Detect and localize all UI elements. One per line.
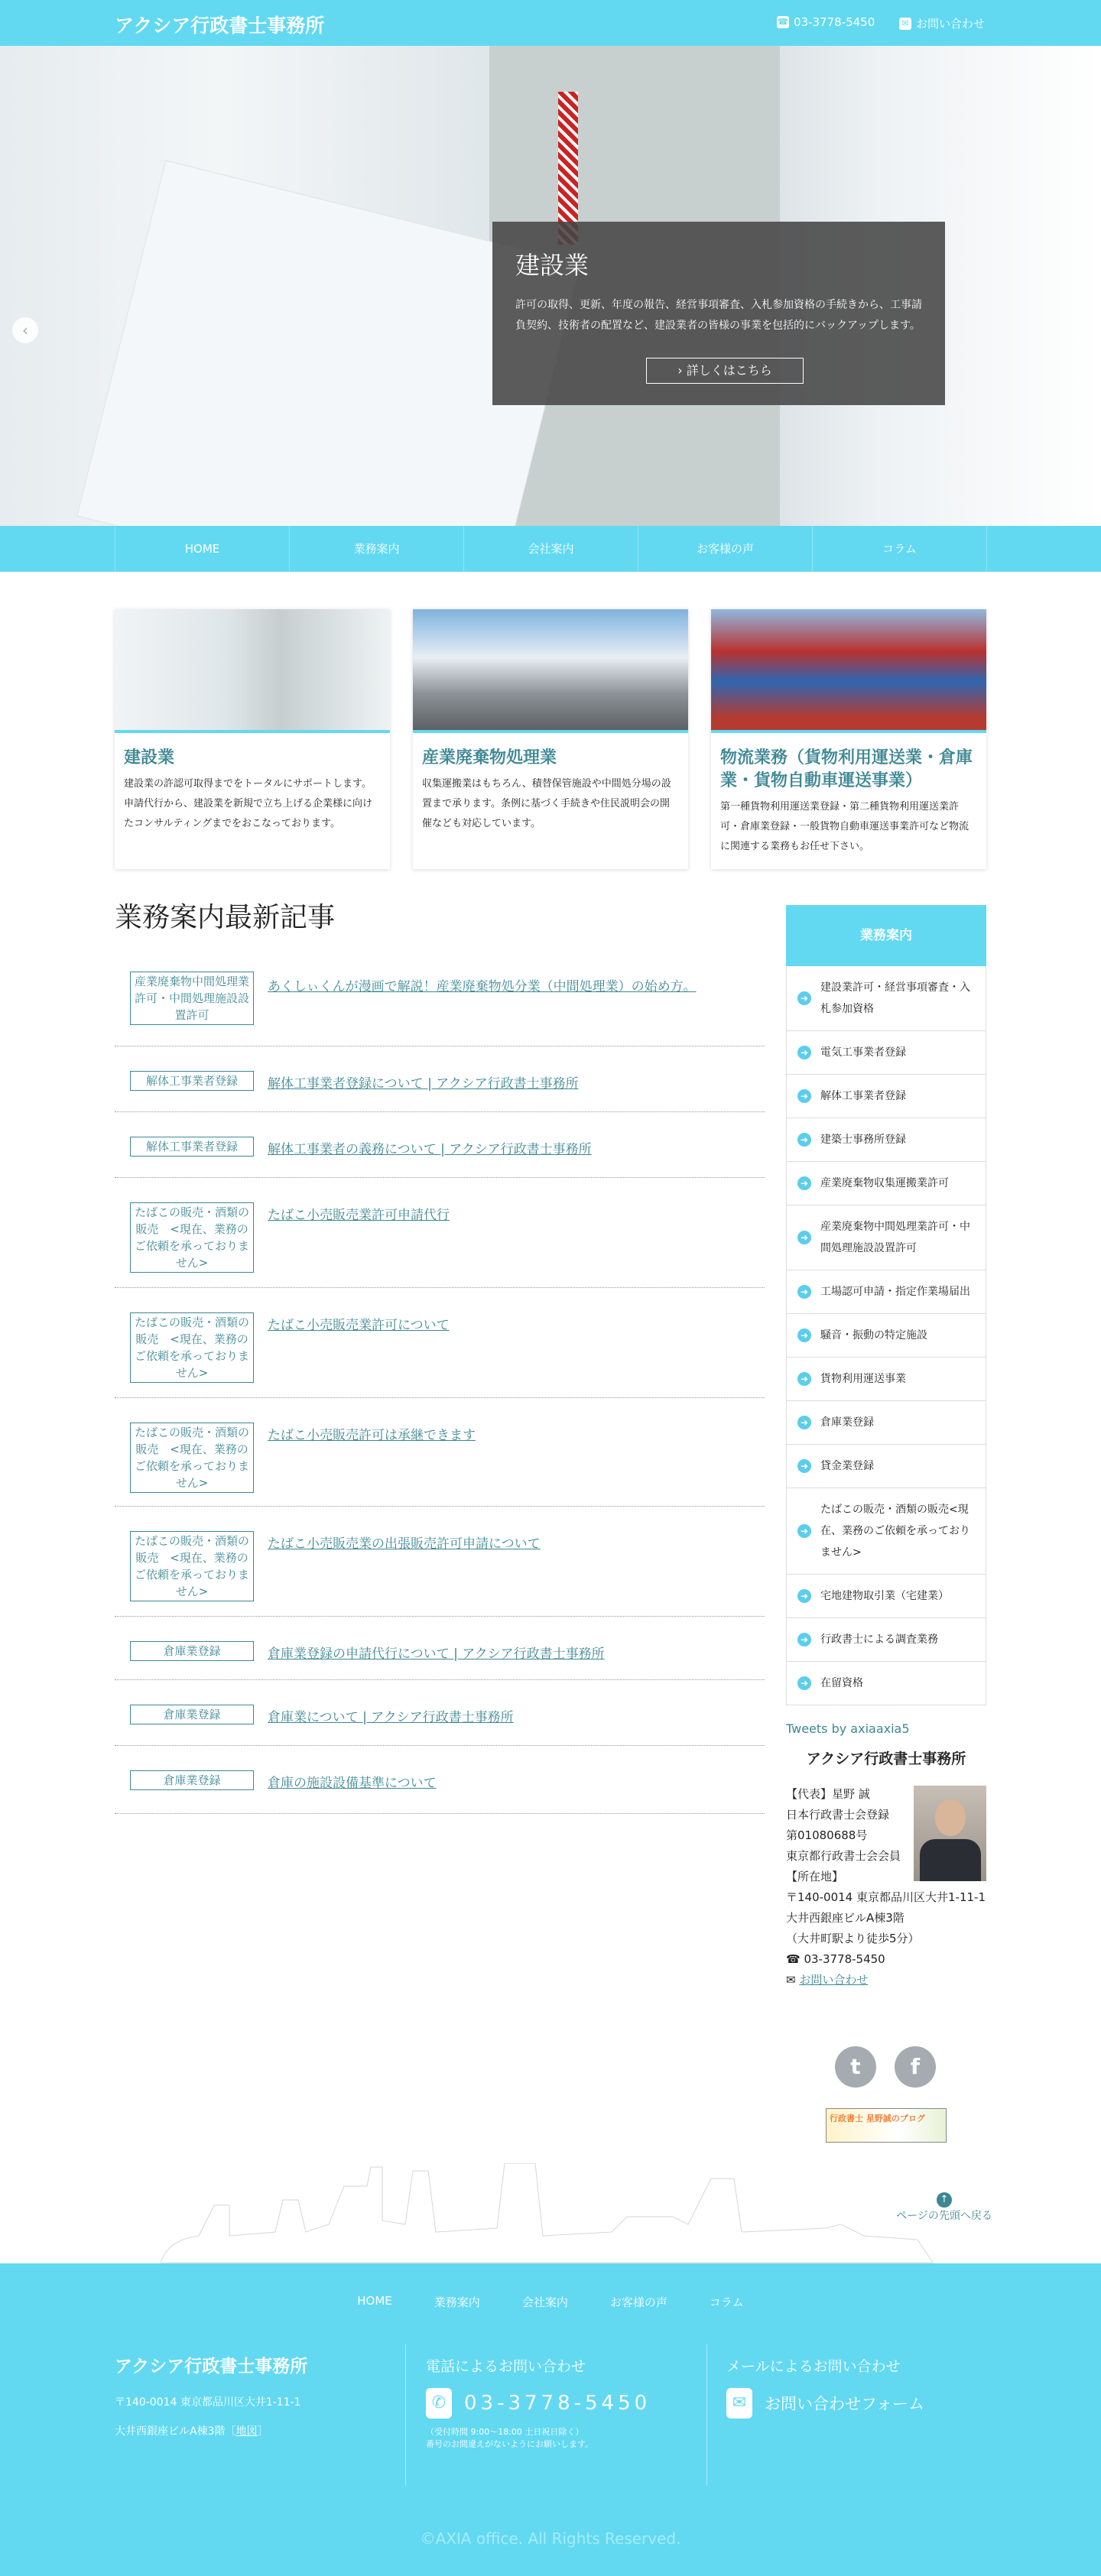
sidebar-item-label: 電気工事業者登録	[820, 1046, 906, 1059]
sidebar-item-label: 宅地建物取引業（宅建業）	[820, 1590, 949, 1602]
article-category-tag[interactable]: たばこの販売・酒類の販売 <現在、業務のご依頼を承っておりません>	[130, 1531, 254, 1601]
mail-icon: ✉	[726, 2388, 752, 2419]
blog-banner[interactable]: 行政書士 星野誠のブログ	[826, 2108, 947, 2143]
service-card-logistics	[711, 609, 986, 869]
sidebar-item-label: 産業廃棄物収集運搬業許可	[820, 1177, 949, 1189]
phone-icon: ☎	[786, 1952, 804, 1966]
arrow-right-circle-icon: ➜	[797, 1459, 811, 1473]
profile-line: 日本行政書士会登録	[786, 1808, 890, 1822]
sidebar-office-name: アクシア行政書士事務所	[806, 1750, 966, 1767]
article-title-link[interactable]: たばこ小売販売業の出張販売許可申請について	[268, 1536, 541, 1552]
footer-phone-contact	[405, 2344, 707, 2486]
article-title-link[interactable]: たばこ小売販売業許可について	[268, 1318, 450, 1333]
sidebar-item[interactable]	[786, 966, 986, 1031]
article-title-link[interactable]: 倉庫業について | アクシア行政書士事務所	[268, 1710, 514, 1725]
header-contact-link[interactable]	[899, 15, 985, 31]
article-row	[115, 971, 765, 1046]
card-title-link[interactable]: 物流業務（貨物利用運送業・倉庫業・貨物自動車運送事業）	[720, 748, 973, 790]
tweets-link[interactable]: Tweets by axiaaxia5	[786, 1721, 910, 1736]
profile-phone-text: 03-3778-5450	[804, 1952, 885, 1966]
header-phone-text: 03-3778-5450	[794, 15, 875, 29]
footer-mail-title: メールによるお問い合わせ	[726, 2358, 901, 2375]
arrow-right-circle-icon: ➜	[797, 1524, 811, 1538]
article-category-tag[interactable]: 倉庫業登録	[130, 1641, 254, 1661]
sidebar-item[interactable]	[786, 1662, 986, 1705]
mail-icon: ✉	[786, 1973, 800, 1987]
footer-nav-column[interactable]: コラム	[709, 2295, 744, 2309]
sidebar-item[interactable]	[786, 1488, 986, 1575]
article-row	[115, 1046, 765, 1112]
sidebar-item[interactable]	[786, 1162, 986, 1205]
article-title-link[interactable]: 倉庫業登録の申請代行について | アクシア行政書士事務所	[268, 1646, 605, 1662]
article-title-link[interactable]: あくしぃくんが漫画で解説！産業廃棄物処分業（中間処理業）の始め方。	[268, 979, 697, 994]
article-category-tag[interactable]: 倉庫業登録	[130, 1770, 254, 1790]
arrow-right-circle-icon: ➜	[797, 1089, 811, 1103]
footer-address: 〒140-0014 東京都品川区大井1-11-1	[115, 2396, 301, 2409]
mail-icon: ✉	[899, 18, 911, 30]
skyline-illustration	[153, 2163, 940, 2263]
service-card-construction	[115, 609, 390, 869]
sidebar-item[interactable]	[786, 1401, 986, 1445]
profile-line: 【所在地】	[786, 1870, 844, 1883]
arrow-right-circle-icon: ➜	[797, 991, 811, 1005]
facebook-icon[interactable]: f	[895, 2046, 936, 2088]
sidebar-title: 業務案内	[786, 905, 986, 966]
card-title-link[interactable]: 建設業	[124, 748, 175, 767]
profile-contact-link[interactable]: お問い合わせ	[799, 1973, 869, 1987]
nav-home[interactable]: HOME	[115, 526, 290, 572]
sidebar-item[interactable]	[786, 1031, 986, 1075]
sidebar-item-label: 貸金業登録	[820, 1460, 874, 1472]
article-row	[115, 1178, 765, 1288]
hero-slider	[0, 46, 1101, 526]
article-title-link[interactable]: 解体工事業者の義務について | アクシア行政書士事務所	[268, 1142, 592, 1157]
header-contact-text: お問い合わせ	[916, 17, 986, 31]
article-category-tag[interactable]: たばこの販売・酒類の販売 <現在、業務のご依頼を承っておりません>	[130, 1202, 254, 1273]
sidebar-item-label: 工場認可申請・指定作業場届出	[820, 1286, 970, 1298]
profile-line: 第01080688号	[786, 1828, 868, 1842]
footer-phone-title: 電話によるお問い合わせ	[426, 2358, 586, 2375]
card-text: 第一種貨物利用運送業登録・第二種貨物利用運送業許可・倉庫業登録・一般貨物自動車運送事業許可など物流に関連する業務もお任せ下さい。	[720, 801, 969, 852]
profile-phone	[786, 1949, 986, 1970]
header	[0, 0, 1101, 46]
arrow-right-circle-icon: ➜	[797, 1676, 811, 1690]
sidebar-item[interactable]	[786, 1618, 986, 1662]
sidebar-services	[786, 905, 986, 1705]
phone-icon: ✆	[426, 2388, 452, 2419]
arrow-right-circle-icon: ➜	[797, 1372, 811, 1386]
article-category-tag[interactable]: たばこの販売・酒類の販売 <現在、業務のご依頼を承っておりません>	[130, 1312, 254, 1383]
arrow-right-circle-icon: ➜	[797, 1329, 811, 1342]
sidebar-item[interactable]	[786, 1314, 986, 1358]
sidebar-item[interactable]	[786, 1575, 986, 1618]
card-title-link[interactable]: 産業廃棄物処理業	[422, 748, 557, 767]
sidebar-item[interactable]	[786, 1118, 986, 1162]
article-category-tag[interactable]: たばこの販売・酒類の販売 <現在、業務のご依頼を承っておりません>	[130, 1423, 254, 1493]
article-title-link[interactable]: 解体工事業者登録について | アクシア行政書士事務所	[268, 1076, 579, 1092]
header-phone[interactable]	[777, 15, 875, 29]
section-title: 業務案内最新記事	[115, 902, 336, 933]
arrow-right-circle-icon: ➜	[797, 1416, 811, 1429]
arrow-right-circle-icon: ➜	[797, 1176, 811, 1190]
footer-nav-voices[interactable]: お客様の声	[609, 2295, 667, 2309]
copyright: ©AXIA office. All Rights Reserved.	[420, 2529, 681, 2548]
sidebar-item-label: 在留資格	[820, 1677, 863, 1689]
profile-address: 〒140-0014 東京都品川区大井1-11-1 大井西銀座ビルA棟3階	[786, 1890, 986, 1925]
arrow-right-circle-icon: ➜	[797, 1285, 811, 1299]
hero-text: 許可の取得、更新、年度の報告、経営事項審査、入札参加資格の手続きから、工事請負契約、技術者の配置など、建設業者の皆様の事業を包括的にバックアップします。	[515, 299, 922, 332]
sidebar-item[interactable]	[786, 1358, 986, 1401]
footer-hours: （受付時間 9:00～18:00 土日祝日除く）	[426, 2427, 584, 2437]
page-top-link[interactable]	[879, 2192, 1009, 2223]
card-image	[711, 609, 986, 733]
phone-icon: ☎	[778, 17, 788, 27]
sidebar-item[interactable]	[786, 1205, 986, 1270]
article-row	[115, 1680, 765, 1746]
footer-phone-number[interactable]: 03-3778-5450	[464, 2392, 651, 2415]
representative-photo	[914, 1786, 986, 1881]
footer-nav-company[interactable]: 会社案内	[521, 2295, 568, 2309]
sidebar-item-label: 建設業許可・経営事項審査・入札参加資格	[820, 981, 970, 1015]
footer-nav-services[interactable]: 業務案内	[434, 2295, 480, 2309]
sidebar-item-label: 産業廃棄物中間処理業許可・中間処理施設設置許可	[820, 1221, 970, 1254]
sidebar-item-label: 建築士事務所登録	[820, 1134, 906, 1146]
footer-mail-contact	[726, 2344, 986, 2486]
arrow-right-circle-icon: ➜	[797, 1589, 811, 1603]
service-card-waste	[413, 609, 688, 869]
article-row	[115, 1398, 765, 1507]
article-category-tag[interactable]: 解体工事業者登録	[130, 1071, 254, 1091]
arrow-right-circle-icon: ➜	[797, 1231, 811, 1244]
article-category-tag[interactable]: 解体工事業者登録	[130, 1137, 254, 1157]
article-category-tag[interactable]: 産業廃棄物中間処理業許可・中間処理施設設置許可	[130, 972, 254, 1025]
article-category-tag[interactable]: 倉庫業登録	[130, 1705, 254, 1724]
sidebar-item-label: 解体工事業者登録	[820, 1090, 906, 1102]
profile-contact	[786, 1970, 986, 1990]
footer-map-link[interactable]: 地図	[235, 2425, 258, 2438]
footer-nav	[0, 2294, 1101, 2310]
site-title[interactable]: アクシア行政書士事務所	[115, 15, 325, 37]
footer	[0, 2263, 1101, 2576]
twitter-icon[interactable]: t	[835, 2046, 876, 2088]
profile-line: 【代表】星野 誠	[786, 1787, 870, 1801]
arrow-right-circle-icon: ➜	[797, 1133, 811, 1147]
page-top-text: ページの先頭へ戻る	[896, 2210, 992, 2222]
card-image	[115, 609, 390, 733]
article-title-link[interactable]: 倉庫の施設設備基準について	[268, 1776, 437, 1791]
sidebar-item-label: 騒音・振動の特定施設	[820, 1329, 927, 1342]
arrow-right-circle-icon: ➜	[797, 1046, 811, 1059]
article-row	[115, 1288, 765, 1398]
sidebar-item-label: たばこの販売・酒類の販売<現在、業務のご依頼を承っておりません>	[820, 1504, 970, 1559]
profile-line: 東京都行政書士会会員	[786, 1849, 901, 1863]
nav-company[interactable]: 会社案内	[464, 526, 638, 572]
sidebar-item-label: 倉庫業登録	[820, 1416, 874, 1429]
slider-prev-arrow-icon[interactable]: ‹	[12, 317, 38, 343]
footer-nav-home[interactable]: HOME	[357, 2294, 392, 2308]
sidebar-item-label: 行政書士による調査業務	[820, 1634, 938, 1646]
nav-services[interactable]: 業務案内	[290, 526, 464, 572]
sidebar-item[interactable]	[786, 1270, 986, 1314]
article-row	[115, 1746, 765, 1814]
article-title-link[interactable]: たばこ小売販売業許可申請代行	[268, 1208, 450, 1223]
sidebar-item[interactable]	[786, 1075, 986, 1118]
nav-column[interactable]: コラム	[813, 526, 987, 572]
article-row	[115, 1507, 765, 1617]
footer-mail-link[interactable]: お問い合わせフォーム	[765, 2395, 924, 2413]
arrow-right-circle-icon: ➜	[797, 1633, 811, 1646]
footer-office-name: アクシア行政書士事務所	[115, 2357, 308, 2376]
arrow-up-icon: ↑	[937, 2192, 952, 2208]
article-row	[115, 1617, 765, 1680]
footer-address: 大井西銀座ビルA棟3階［	[115, 2425, 236, 2438]
profile-access: （大井町駅より徒歩5分）	[786, 1932, 920, 1945]
card-text: 収集運搬業はもちろん、積替保管施設や中間処分場の設置まで承ります。条例に基づく手続きや住民説明会の開催なども対応しています。	[422, 778, 671, 829]
article-title-link[interactable]: たばこ小売販売許可は承継できます	[268, 1428, 476, 1443]
nav-voices[interactable]: お客様の声	[638, 526, 813, 572]
main-nav	[0, 526, 1101, 572]
card-text: 建設業の許認可取得までをトータルにサポートします。申請代行から、建設業を新規で立ち上げる企業様に向けたコンサルティングまでをおこなっております。	[124, 778, 373, 829]
footer-bracket: ］	[257, 2425, 268, 2438]
article-row	[115, 1112, 765, 1178]
sidebar-item-label: 貨物利用運送事業	[820, 1373, 906, 1385]
sidebar-item[interactable]	[786, 1445, 986, 1488]
card-image	[413, 609, 688, 733]
hero-title: 建設業	[515, 251, 589, 280]
footer-office	[115, 2344, 405, 2486]
hero-more-button[interactable]: › 詳しくはこちら	[646, 358, 804, 384]
footer-note: 番号のお間違えがないようにお願いします。	[426, 2439, 594, 2449]
